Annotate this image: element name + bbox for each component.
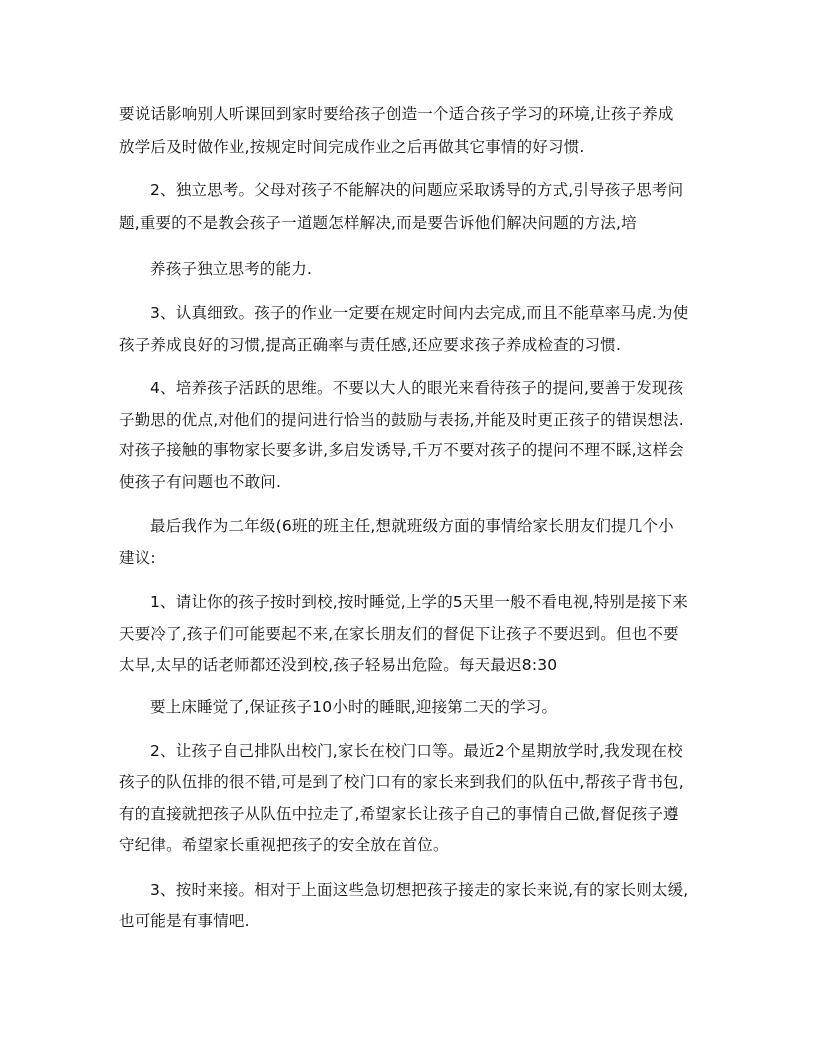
paragraph-line: 3、按时来接。相对于上面这些急切想把孩子接走的家长来说,有的家长则太缓,	[150, 881, 689, 899]
paragraph-line: 孩子的队伍排的很不错,可是到了校门口有的家长来到我们的队伍中,帮孩子背书包,	[119, 773, 684, 791]
paragraph-line: 最后我作为二年级(6班的班主任,想就班级方面的事情给家长朋友们提几个小	[150, 517, 674, 535]
paragraph-line: 要上床睡觉了,保证孩子10小时的睡眠,迎接第二天的学习。	[150, 698, 558, 716]
paragraph-line: 使孩子有问题也不敢问.	[119, 473, 282, 491]
paragraph-line: 要说话影响别人听课回到家时要给孩子创造一个适合孩子学习的环境,让孩子养成	[119, 105, 674, 123]
paragraph-line: 天要冷了,孩子们可能要起不来,在家长朋友们的督促下让孩子不要迟到。但也不要	[119, 625, 679, 643]
paragraph-line: 守纪律。希望家长重视把孩子的安全放在首位。	[119, 836, 449, 854]
paragraph-line: 孩子养成良好的习惯,提高正确率与责任感,还应要求孩子养成检查的习惯.	[119, 336, 622, 354]
paragraph-line: 太早,太早的话老师都还没到校,孩子轻易出危险。每天最迟8:30	[119, 656, 558, 674]
paragraph-line: 放学后及时做作业,按规定时间完成作业之后再做其它事情的好习惯.	[119, 138, 585, 156]
paragraph-line: 3、认真细致。孩子的作业一定要在规定时间内去完成,而且不能草率马虎.为使	[150, 304, 689, 322]
paragraph-line: 建议:	[119, 549, 156, 567]
paragraph-line: 2、独立思考。父母对孩子不能解决的问题应采取诱导的方式,引导孩子思考问	[150, 181, 684, 199]
paragraph-line: 题,重要的不是教会孩子一道题怎样解决,而是要告诉他们解决问题的方法,培	[119, 214, 637, 232]
paragraph-line: 1、请让你的孩子按时到校,按时睡觉,上学的5天里一般不看电视,特别是接下来	[150, 593, 688, 611]
paragraph-line: 4、培养孩子活跃的思维。不要以大人的眼光来看待孩子的提问,要善于发现孩	[150, 379, 684, 397]
paragraph-line: 对孩子接触的事物家长要多讲,多启发诱导,千万不要对孩子的提问不理不睬,这样会	[119, 441, 684, 459]
paragraph-line: 子勤思的优点,对他们的提问进行恰当的鼓励与表扬,并能及时更正孩子的错误想法.	[119, 411, 684, 429]
paragraph-line: 也可能是有事情吧.	[119, 912, 250, 930]
paragraph-line: 2、让孩子自己排队出校门,家长在校门口等。最近2个星期放学时,我发现在校	[150, 742, 683, 760]
paragraph-line: 有的直接就把孩子从队伍中拉走了,希望家长让孩子自己的事情自己做,督促孩子遵	[119, 805, 679, 823]
paragraph-line: 养孩子独立思考的能力.	[150, 260, 313, 278]
